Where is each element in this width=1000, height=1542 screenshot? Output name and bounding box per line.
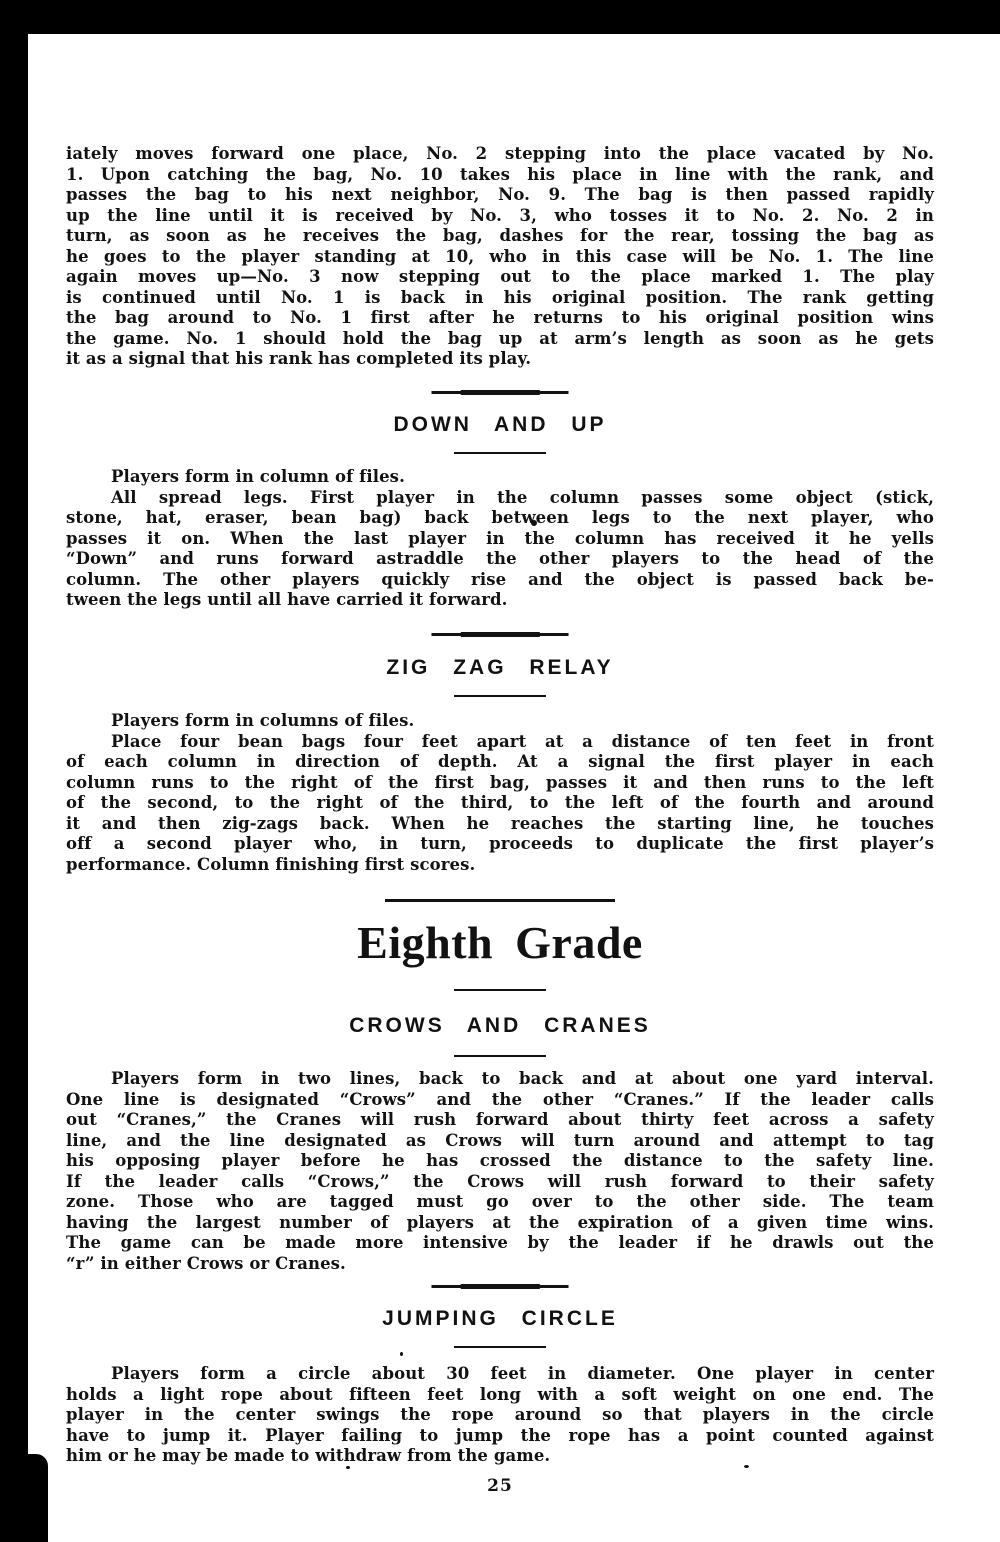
section-title-jumping-circle: JUMPING CIRCLE (382, 1307, 618, 1330)
text-line: the bag around to No. 1 first after he returns to his original position wins (66, 308, 934, 327)
text-line: Players form a circle about 30 feet in diameter. One player in center (111, 1364, 934, 1383)
text-line: holds a light rope about fifteen feet long with a soft weight on one end. The (66, 1384, 934, 1404)
text-line: Players form in two lines, back to back and at about one yard interval. (111, 1069, 934, 1088)
divider-rule (454, 1346, 546, 1348)
text-line: turn, as soon as he receives the bag, dashes for the rear, tossing the bag as (66, 226, 934, 245)
divider-rule (432, 391, 569, 394)
text-line: is continued until No. 1 is back in his original position. The rank getting (66, 287, 934, 307)
text-line: it as a signal that his rank has completed its play. (66, 349, 532, 368)
text-line: player in the center swings the rope around so that players in the circle (66, 1405, 934, 1424)
text-line: his opposing player before he has crossed the distance to the safety line. (66, 1151, 934, 1170)
text-line: column runs to the right of the first bag, passes it and then runs to the left (66, 772, 934, 792)
divider-rule (454, 989, 546, 991)
text-line: All spread legs. First player in the column passes some object (stick, (111, 487, 934, 507)
text-line: it and then zig-zags back. When he reaches the starting line, he touches (66, 813, 934, 833)
divider-rule (432, 633, 569, 636)
text-line: up the line until it is received by No. 3, who tosses it to No. 2. No. 2 in (66, 205, 934, 225)
text-line: Players form in column of files. (111, 467, 405, 486)
text-line: “Down” and runs forward astraddle the other players to the head of the (66, 549, 934, 568)
paragraph (66, 488, 934, 611)
text-line: iately moves forward one place, No. 2 stepping into the place vacated by No. (66, 144, 934, 163)
text-line: The game can be made more intensive by the leader if he drawls out the (66, 1233, 934, 1252)
text-line: If the leader calls “Crows,” the Crows will rush forward to their safety (66, 1171, 934, 1191)
text-line: 1. Upon catching the bag, No. 10 takes his place in line with the rank, and (66, 164, 934, 184)
text-line: passes it on. When the last player in the column has received it he yells (66, 528, 934, 548)
text-line: passes the bag to his next neighbor, No. 9. The bag is then passed rapidly (66, 185, 934, 204)
section-body-down-and-up (66, 467, 934, 611)
chapter-heading: Eighth Grade (357, 917, 643, 968)
section-body-jumping-circle (66, 1364, 934, 1467)
text-line: have to jump it. Player failing to jump the rope has a point counted against (66, 1425, 934, 1445)
text-line: column. The other players quickly rise and the object is passed back be- (66, 569, 934, 589)
text-line: Players form in columns of files. (111, 711, 415, 730)
text-line: of the second, to the right of the third, to the left of the fourth and around (66, 793, 934, 812)
section-body-crows-and-cranes (66, 1069, 934, 1274)
text-line: stone, hat, eraser, bean bag) back between legs to the next player, who (66, 508, 934, 527)
text-line: tween the legs until all have carried it forward. (66, 590, 508, 609)
divider-rule (454, 452, 546, 454)
paragraph-continued (66, 144, 934, 370)
text-line: again moves up—No. 3 now stepping out to the place marked 1. The play (66, 267, 934, 286)
section-title-down-and-up: DOWN AND UP (393, 413, 607, 436)
text-line: having the largest number of players at the expiration of a given time wins. (66, 1212, 934, 1232)
text-line: the game. No. 1 should hold the bag up at arm’s length as soon as he gets (66, 328, 934, 348)
section-body-zig-zag-relay (66, 711, 934, 875)
paragraph (66, 467, 934, 488)
divider-rule (432, 1285, 569, 1288)
text-column (66, 0, 934, 1542)
paragraph (66, 732, 934, 876)
text-line: out “Cranes,” the Cranes will rush forward about thirty feet across a safety (66, 1110, 934, 1129)
section-title-zig-zag-relay: ZIG ZAG RELAY (386, 656, 614, 679)
text-line: of each column in direction of depth. At a signal the first player in each (66, 752, 934, 771)
text-line: line, and the line designated as Crows will turn around and attempt to tag (66, 1130, 934, 1150)
text-line: zone. Those who are tagged must go over to the other side. The team (66, 1192, 934, 1211)
text-line: “r” in either Crows or Cranes. (66, 1253, 346, 1273)
text-line: performance. Column finishing first scores. (66, 854, 476, 874)
divider-rule (454, 1055, 546, 1057)
section-title-crows-and-cranes: CROWS AND CRANES (349, 1014, 651, 1037)
text-line: off a second player who, in turn, proceeds to duplicate the first player’s (66, 834, 934, 853)
text-line: One line is designated “Crows” and the other “Cranes.” If the leader calls (66, 1089, 934, 1109)
paragraph (66, 1069, 934, 1274)
scan-border-bottom-left (0, 1454, 48, 1542)
text-line: Place four bean bags four feet apart at a distance of ten feet in front (111, 731, 934, 751)
paragraph (66, 711, 934, 732)
text-line: he goes to the player standing at 10, who in this case will be No. 1. The line (66, 246, 934, 266)
divider-rule (385, 899, 615, 902)
divider-rule (454, 695, 546, 697)
paragraph (66, 1364, 934, 1467)
page-number: 25 (487, 1476, 513, 1496)
text-line: him or he may be made to withdraw from the game. (66, 1446, 551, 1465)
scan-border-left (0, 0, 28, 1542)
